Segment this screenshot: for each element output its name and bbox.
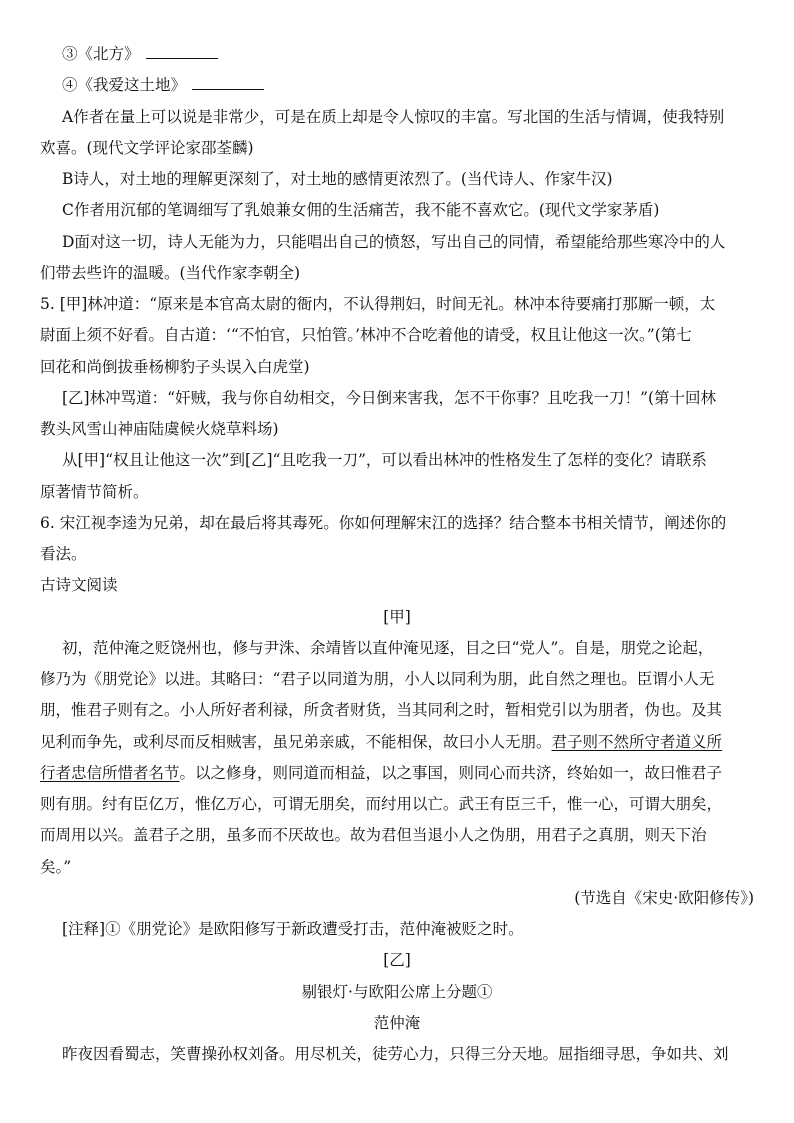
item-q4: [62, 74, 794, 96]
question-6-line1: 6. 宋江视李逵为兄弟，却在最后将其毒死。你如何理解宋江的选择？结合整本书相关情节，阐述你的: [40, 514, 727, 532]
passage-jia-line2: 修乃为《朋党论》以进。其略曰：“君子以同道为朋，小人以同利为朋，此自然之理也。臣谓小人无: [40, 670, 715, 688]
option-c: C作者用沉郁的笔调细写了乳娘兼女佣的生活痛苦，我不能不喜欢它。(现代文学家茅盾): [62, 201, 660, 219]
passage-jia-line5: [40, 762, 794, 784]
passage-jia-line4: [40, 731, 794, 753]
passage-jia-line8: 矣。”: [40, 858, 72, 876]
question-5-line7: 原著情节简析。: [40, 483, 149, 501]
question-5-line1: 5. [甲]林冲道：“原来是本官高太尉的衙内，不认得荆妇，时间无礼。林冲本待要痛打那厮一顿，太: [40, 295, 716, 313]
underlined-sentence: 君子则不然所守者道义所: [551, 733, 723, 751]
passage-yi-label: [乙]: [383, 951, 411, 969]
question-5-line3: 回花和尚倒拔垂杨柳豹子头误入白虎堂): [40, 358, 310, 376]
answer-blank: [192, 75, 264, 90]
poem-line1: 昨夜因看蜀志，笑曹操孙权刘备。用尽机关，徒劳心力，只得三分天地。屈指细寻思，争如共、刘: [62, 1045, 729, 1063]
passage-jia-line6: 则有朋。纣有臣亿万，惟亿万心，可谓无朋矣，而纣用以亡。武王有臣三千，惟一心，可谓大朋矣，: [40, 795, 723, 813]
answer-blank: [146, 44, 218, 59]
passage-jia-source: (节选自《宋史·欧阳修传》): [574, 889, 754, 907]
item-q4-text: ④《我爱这土地》: [62, 76, 187, 94]
underlined-sentence: 行者忠信所惜者名节: [40, 764, 180, 782]
option-b: B诗人，对土地的理解更深刻了，对土地的感情更浓烈了。(当代诗人、作家牛汉): [62, 170, 613, 188]
passage-jia-line1: 初，范仲淹之贬饶州也，修与尹洙、余靖皆以直仲淹见逐，目之曰“党人”。自是，朋党之论起，: [62, 639, 714, 657]
item-q3-text: ③《北方》: [62, 45, 140, 63]
question-6-line2: 看法。: [40, 545, 87, 563]
passage-jia-note: [注释]①《朋党论》是欧阳修写于新政遭受打击，范仲淹被贬之时。: [62, 920, 524, 938]
item-q3: [62, 43, 794, 65]
question-5-line2: 尉面上须不好看。自古道：‘“不怕官，只怕管。’林冲不合吃着他的请受，权且让他这一次。”(第七: [40, 326, 692, 344]
option-a-line2: 欢喜。(现代文学评论家邵荃麟): [40, 139, 254, 157]
option-d-line2: 们带去些许的温暖。(当代作家李朝全): [40, 264, 301, 282]
section-title: 古诗文阅读: [40, 576, 118, 594]
passage-text: 见利而争先，或利尽而反相贼害，虽兄弟亲戚，不能相保，故曰小人无朋。: [40, 733, 552, 751]
poem-title: 剔银灯·与欧阳公席上分题①: [301, 983, 493, 1001]
question-5-line4: [乙]林冲骂道：“奸贼，我与你自幼相交，今日倒来害我，怎不干你事？且吃我一刀！”(第十回林: [62, 389, 716, 407]
poem-author: 范仲淹: [373, 1014, 421, 1032]
passage-text: 。以之修身，则同道而相益，以之事国，则同心而共济，终始如一，故曰惟君子: [179, 764, 723, 782]
question-5-line5: 教头风雪山神庙陆虞候火烧草料场): [40, 420, 279, 438]
passage-jia-label: [甲]: [383, 608, 411, 626]
question-5-line6: 从[甲]“权且让他这一次”到[乙]“且吃我一刀”，可以看出林冲的性格发生了怎样的变化？请联系: [62, 451, 707, 469]
passage-jia-line7: 而周用以兴。盖君子之朋，虽多而不厌故也。故为君但当退小人之伪朋，用君子之真朋，则天下治: [40, 826, 707, 844]
passage-jia-line3: 朋，惟君子则有之。小人所好者利禄，所贪者财货，当其同利之时，暂相党引以为朋者，伪也。及其: [40, 701, 723, 719]
option-d-line1: D面对这一切，诗人无能为力，只能唱出自己的愤怒，写出自己的同情，希望能给那些寒冷中的人: [62, 233, 726, 251]
option-a-line1: A作者在量上可以说是非常少，可是在质上却是令人惊叹的丰富。写北国的生活与情调，使我特别: [62, 108, 725, 126]
